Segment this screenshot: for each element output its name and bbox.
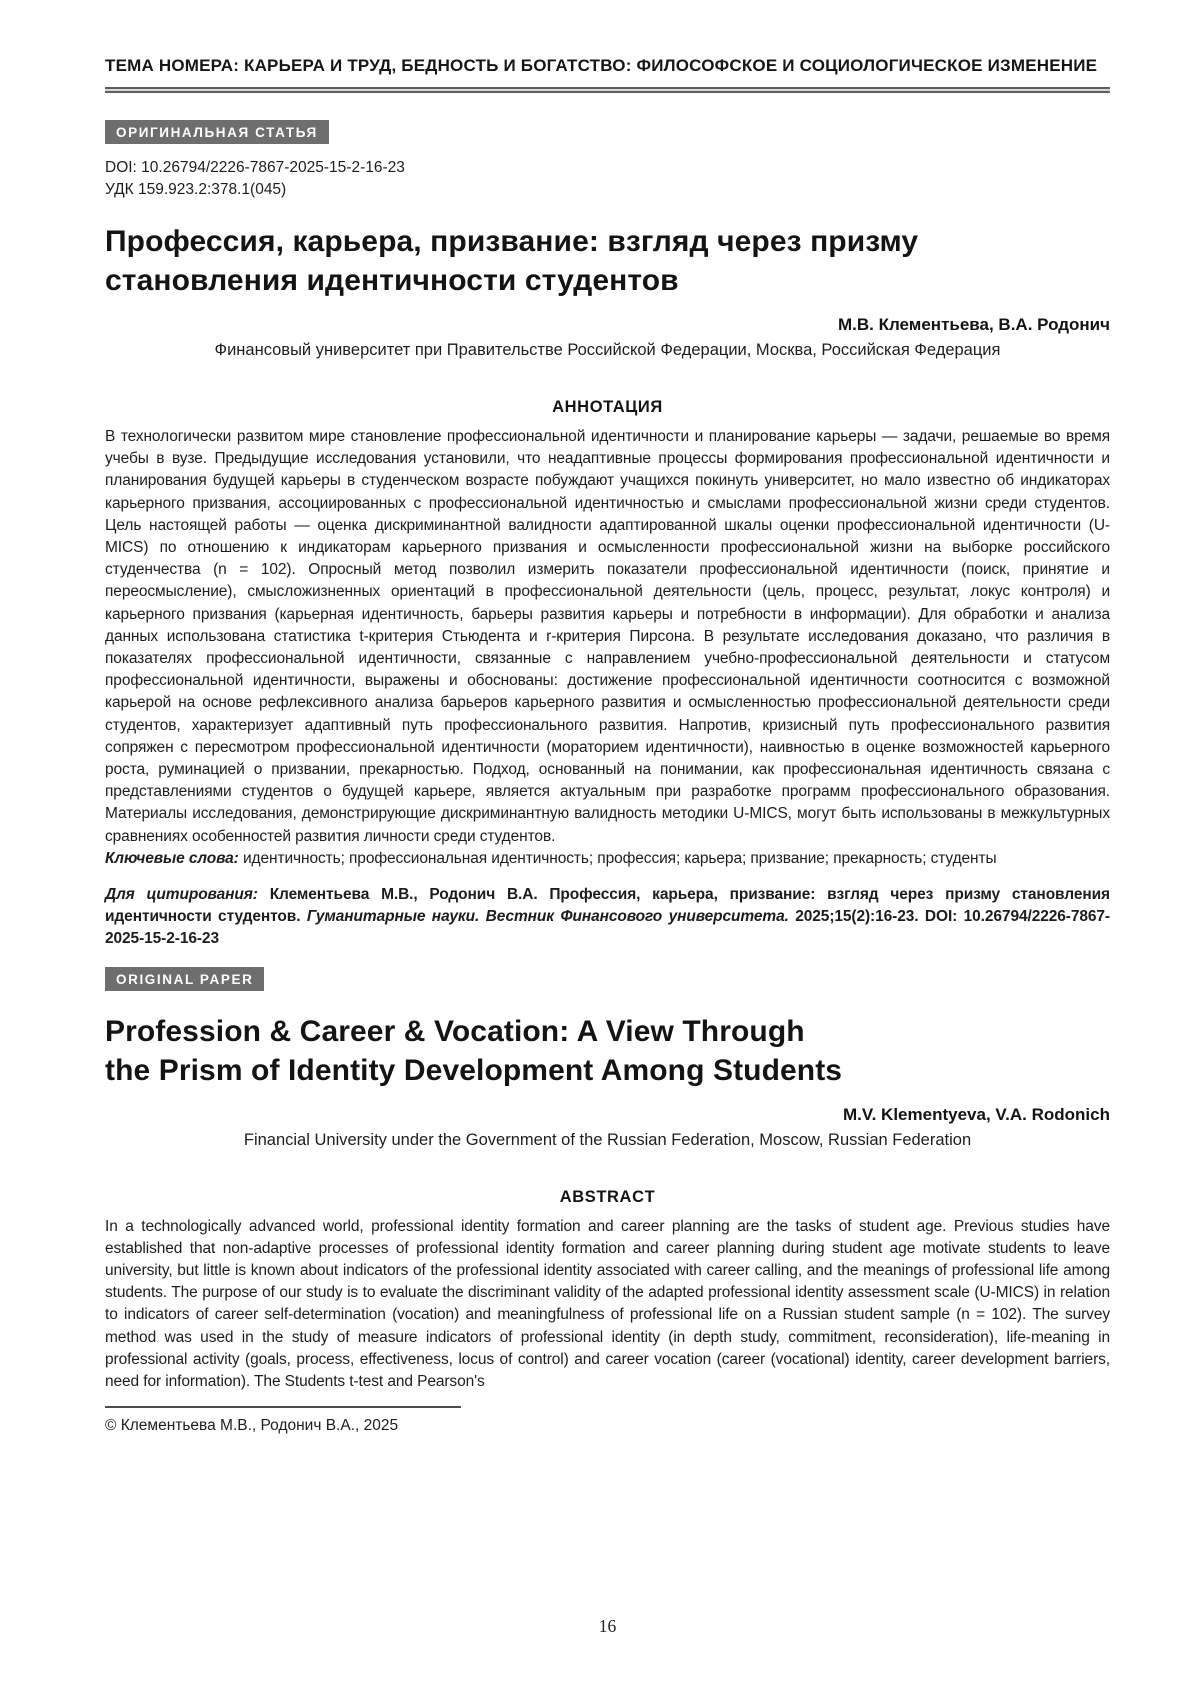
- doi-line: DOI: 10.26794/2226-7867-2025-15-2-16-23: [105, 159, 405, 176]
- affiliation-en: Financial University under the Government of the Russian Federation, Moscow, Russian Federation: [243, 1130, 972, 1149]
- page-number: 16: [598, 1616, 617, 1636]
- abstract-heading-en: ABSTRACT: [559, 1187, 656, 1206]
- article-type-badge-ru: ОРИГИНАЛЬНАЯ СТАТЬЯ: [105, 120, 329, 144]
- citation-text: Клементьева М.В., Родонич В.А. Профессия, карьера, призвание: взгляд через призму становления идентичности студентов.: [105, 886, 1110, 926]
- abstract-heading-ru: АННОТАЦИЯ: [552, 398, 663, 416]
- abstract-ru: В технологически развитом мире становление профессиональной идентичности и планирование карьеры — задачи, решаемые во время учебы в вузе. Предыдущие исследования установили, что неадаптивные процессы формирования профессиональной идентичности и планирования будущей карьеры в студенческом возрасте побуждают учащихся покинуть университет, но мало известно об индикаторах карьерного призвания, ассоциированных с профессиональной идентичностью и смыслами профессиональной жизни среди студентов. Цель настоящей работы — оценка дискриминантной валидности адаптированной шкалы оценки профессиональной идентичности (U-MICS) по отношению к индикаторам карьерного призвания и осмысленности профессиональной жизни на выборке российского студенчества (n = 102). Опросный метод позволил измерить показатели профессиональной идентичности (поиск, принятие и переосмысление), смысложизненных ориентаций в профессиональной деятельности (цель, процесс, результат, локус контроля) и карьерного призвания (карьерная идентичность, барьеры развития карьеры и потребности в информации). Для обработки и анализа данных использована статистика t-критерия Стьюдента и r-критерия Пирсона. В результате исследования доказано, что различия в показателях профессиональной идентичности, связанные с направлением учебно-профессиональной деятельности и статусом профессиональной идентичности, выражены и обоснованы: достижение профессиональной идентичности соотносится с возможной карьерой на основе рефлексивного анализа барьеров карьерного развития и осмысленностью профессиональной деятельности среди студентов, характеризует адаптивный путь профессионального развития. Напротив, кризисный путь профессионального развития сопряжен с пересмотром профессиональной идентичности (мораторием идентичности), наивностью в оценке возможностей карьерного роста, руминацией о призвании, прекарностью. Подход, основанный на понимании, как профессиональная идентичность связана с представлениями студентов о будущей карьере, является актуальным при разработке программ профессионального образования. Материалы исследования, демонстрирующие дискриминантную валидность методики U-MICS, могут быть использованы в межкультурных сравнениях особенностей развития личности среди студентов.: [105, 428, 1110, 845]
- keywords-label: Ключевые слова:: [105, 849, 239, 867]
- authors-en: M.V. Klementyeva, V.A. Rodonich: [842, 1104, 1110, 1124]
- footnote-divider: [105, 1406, 461, 1408]
- citation-label: Для цитирования:: [105, 886, 258, 904]
- citation-journal: Гуманитарные науки. Вестник Финансового университета.: [306, 908, 789, 926]
- affiliation-ru: Финансовый университет при Правительстве Российской Федерации, Москва, Российская Федерация: [214, 341, 1001, 359]
- authors-ru: М.В. Клементьева, В.А. Родонич: [837, 315, 1110, 334]
- citation-ref: 2025;15(2):16-23. DOI: 10.26794/2226-7867-2025-15-2-16-23: [105, 908, 1110, 948]
- header-divider: [105, 87, 1110, 93]
- abstract-en: In a technologically advanced world, professional identity formation and career planning are the tasks of student age. Previous studies have established that non-adaptive processes of professional identity formation and career planning during student age motivate students to leave university, but little is known about indicators of the professional identity associated with career calling, and the meanings of professional life among students. The purpose of our study is to evaluate the discriminant validity of the adapted professional identity assessment scale (U-MICS) in relation to indicators of career self-determination (vocation) and meaningfulness of professional life on a Russian student sample (n = 102). The survey method was used in the study of measure indicators of professional identity (in depth study, commitment, reconsideration), life-meaning in professional activity (goals, process, effectiveness, locus of control) and career vocation (career (vocational) identity, career development barriers, need for information). The Students t-test and Pearson's: [105, 1217, 1110, 1391]
- issue-theme-header: ТЕМА НОМЕРА: КАРЬЕРА И ТРУД, БЕДНОСТЬ И БОГАТСТВО: ФИЛОСОФСКОЕ И СОЦИОЛОГИЧЕСКОЕ ИЗМЕНЕНИЕ: [105, 56, 1098, 75]
- udk-line: УДК 159.923.2:378.1(045): [105, 181, 287, 198]
- article-title-ru: Профессия, карьера, призвание: взгляд через призму становления идентичности студентов: [105, 225, 919, 297]
- article-type-badge-en: ORIGINAL PAPER: [105, 967, 264, 991]
- copyright-line: © Клементьева М.В., Родонич В.А., 2025: [105, 1417, 399, 1435]
- keywords-text: идентичность; профессиональная идентичность; профессия; карьера; призвание; прекарность; студенты: [242, 849, 997, 867]
- article-title-en: Profession & Career & Vocation: A View Through the Prism of Identity Development Among Students: [105, 1014, 843, 1087]
- keywords-ru: [105, 848, 1110, 870]
- article-meta: [105, 157, 1110, 201]
- citation-ru: [105, 884, 1110, 951]
